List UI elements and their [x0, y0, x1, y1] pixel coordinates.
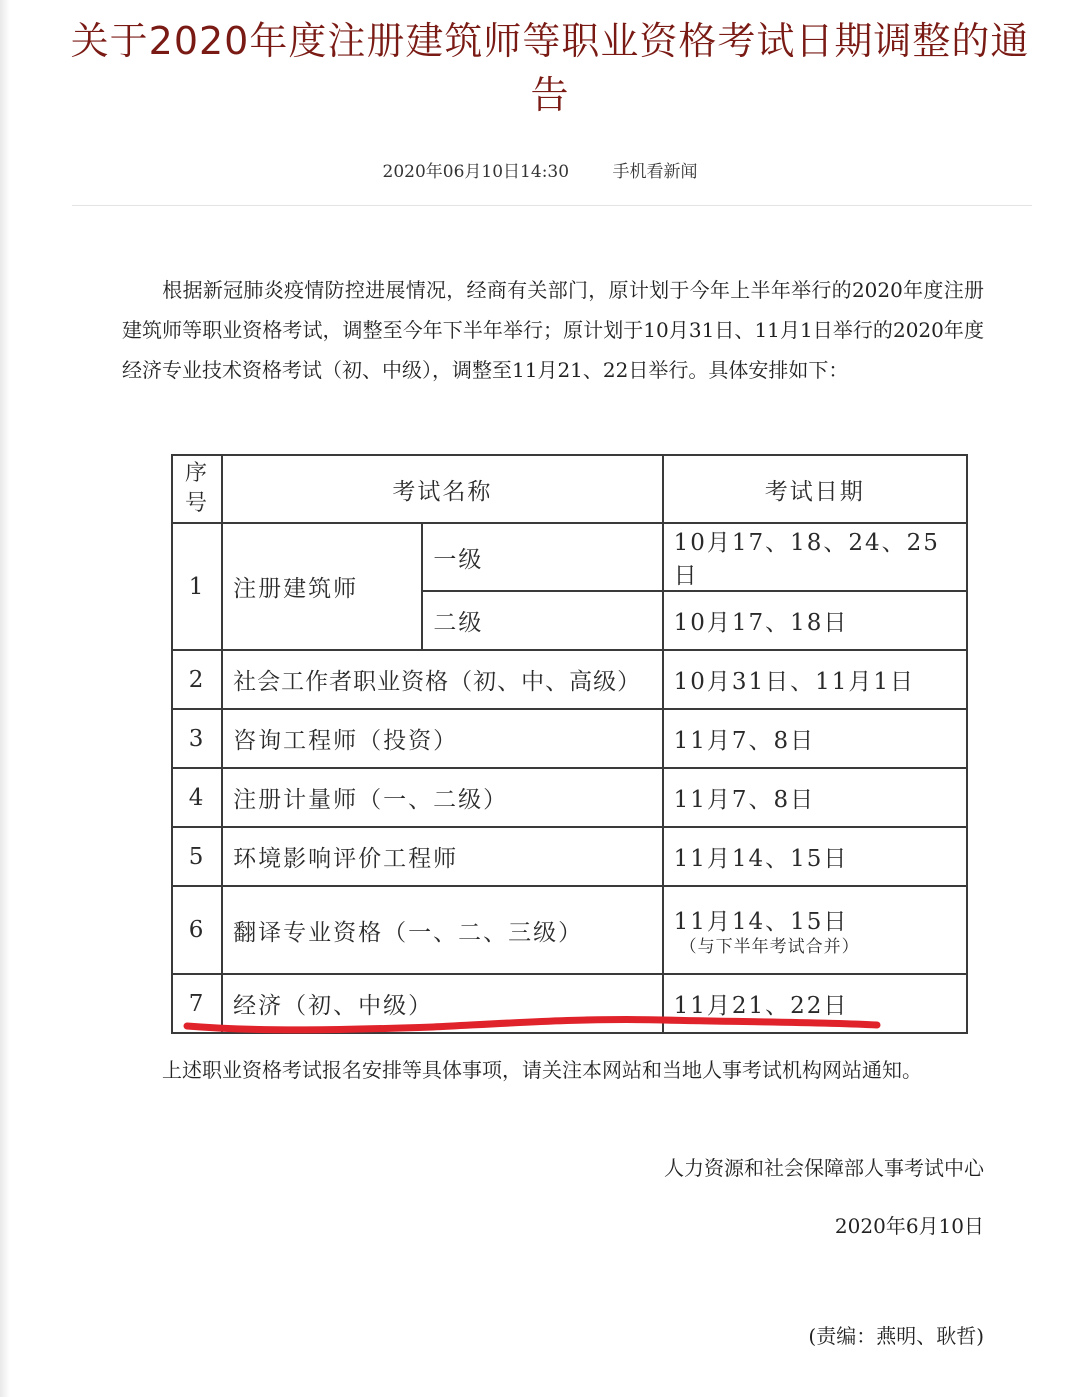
row-name: 环境影响评价工程师: [222, 827, 663, 886]
table-row: [172, 827, 967, 886]
exam-schedule-table: [171, 454, 968, 1034]
row-date-cell: [663, 886, 967, 974]
row-sublevel: 二级: [422, 591, 662, 650]
row-no: 6: [172, 886, 222, 974]
row-date: 10月31日、11月1日: [663, 650, 967, 709]
editor-credit: (责编：燕明、耿哲): [808, 1324, 984, 1348]
row-date: 11月21、22日: [663, 974, 967, 1033]
row-sublevel: 一级: [422, 523, 662, 591]
row-name: 翻译专业资格（一、二、三级）: [222, 886, 663, 974]
row-name: 社会工作者职业资格（初、中、高级）: [222, 650, 663, 709]
publish-time: 2020年06月10日14:30: [382, 162, 570, 182]
table-header-row: [172, 455, 967, 523]
row-name: 注册建筑师: [222, 523, 422, 650]
red-underline-stroke: [187, 1020, 877, 1030]
row-no: 3: [172, 709, 222, 768]
red-underline-annotation: [183, 1014, 883, 1040]
row-name: 注册计量师（一、二级）: [222, 768, 663, 827]
table-row: [172, 886, 967, 974]
header-no: 序号: [172, 455, 222, 523]
divider: [72, 205, 1032, 206]
page-title: 关于2020年度注册建筑师等职业资格考试日期调整的通告: [70, 19, 1030, 117]
row-date: 11月7、8日: [663, 768, 967, 827]
row-date: 11月7、8日: [663, 709, 967, 768]
header-name: 考试名称: [222, 455, 663, 523]
header-date: 考试日期: [663, 455, 967, 523]
table-row: [172, 523, 967, 591]
intro-paragraph: [122, 270, 984, 390]
row-name: 咨询工程师（投资）: [222, 709, 663, 768]
row-date: 11月14、15日: [673, 908, 849, 935]
signature-date: 2020年6月10日: [834, 1214, 984, 1238]
article-meta: [0, 157, 1080, 182]
row-no: 4: [172, 768, 222, 827]
table-row: [172, 650, 967, 709]
closing-paragraph: [122, 1050, 984, 1090]
row-date: 10月17、18日: [663, 591, 967, 650]
row-date: 11月14、15日: [663, 827, 967, 886]
table-row: [172, 768, 967, 827]
row-date: 10月17、18、24、25日: [663, 523, 967, 591]
mobile-news-link[interactable]: 手机看新闻: [612, 162, 698, 182]
row-note: （与下半年考试合并）: [679, 936, 860, 957]
issuing-organization: 人力资源和社会保障部人事考试中心: [664, 1156, 984, 1180]
row-no: 5: [172, 827, 222, 886]
row-name: 经济（初、中级）: [222, 974, 663, 1033]
table-row: [172, 709, 967, 768]
row-no: 7: [172, 974, 222, 1033]
intro-text: 根据新冠肺炎疫情防控进展情况，经商有关部门，原计划于今年上半年举行的2020年度注册建筑师等职业资格考试，调整至今年下半年举行；原计划于10月31日、11月1日举行的2020年度经济专业技术资格考试（初、中级），调整至11月21、22日举行。具体安排如下：: [122, 278, 984, 382]
row-no: 2: [172, 650, 222, 709]
page-edge: [0, 0, 10, 1397]
row-no: 1: [172, 523, 222, 650]
closing-text: 上述职业资格考试报名安排等具体事项，请关注本网站和当地人事考试机构网站通知。: [162, 1058, 922, 1082]
